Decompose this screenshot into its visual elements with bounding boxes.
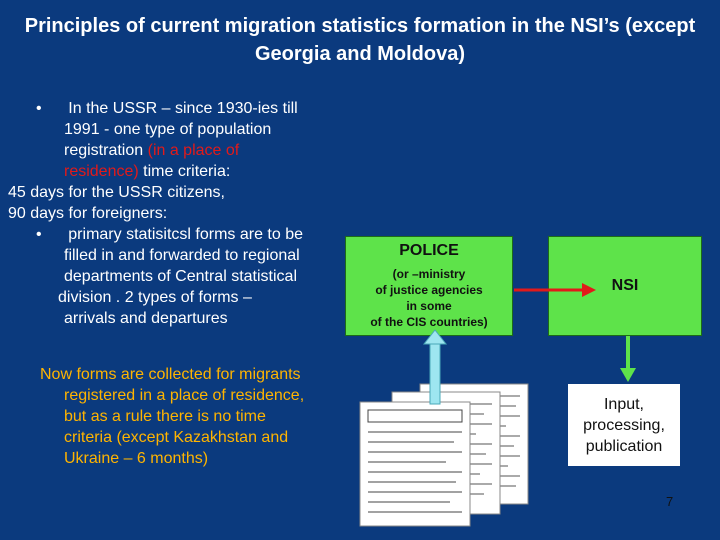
- text-line: but as a rule there is no time: [64, 408, 266, 425]
- police-line: (or –ministry: [392, 267, 466, 281]
- bullet-1: •: [36, 100, 42, 117]
- forms-to-police-arrow: [424, 330, 446, 404]
- text-line: 90 days for foreigners:: [8, 205, 168, 222]
- red-text: residence): [64, 163, 139, 180]
- text-line: Ukraine – 6 months): [64, 450, 209, 467]
- text-line: criteria (except Kazakhstan and: [64, 429, 289, 446]
- police-line: of the CIS countries): [370, 315, 488, 329]
- output-line: Input,: [603, 395, 644, 413]
- text-span: time criteria:: [143, 163, 231, 180]
- page-number: 7: [666, 494, 674, 509]
- text-line: division . 2 types of forms –: [58, 289, 252, 306]
- text-line: filled in and forwarded to regional: [64, 247, 300, 264]
- output-line: processing,: [583, 416, 665, 434]
- police-line: in some: [406, 299, 452, 313]
- slide-title: Principles of current migration statistics formation in the NSI’s (except Georgia and Moldova): [24, 15, 696, 65]
- police-line: of justice agencies: [375, 283, 483, 297]
- text-line: departments of Central statistical: [64, 268, 297, 285]
- bullet-2: •: [36, 226, 42, 243]
- text-line: primary statisitcsl forms are to be: [68, 226, 304, 243]
- text-line: 45 days for the USSR citizens,: [8, 184, 225, 201]
- text-line: In the USSR – since 1930-ies till: [68, 100, 298, 117]
- text-line: 1991 - one type of population: [64, 121, 272, 138]
- text-line: arrivals and departures: [64, 310, 228, 327]
- police-to-nsi-arrow: [514, 283, 596, 297]
- text-span: registration: [64, 142, 144, 159]
- red-text: (in a place of: [147, 142, 240, 159]
- police-heading: POLICE: [399, 242, 459, 259]
- nsi-to-output-arrow: [620, 336, 636, 382]
- nsi-label: NSI: [611, 277, 639, 294]
- text-line: Now forms are collected for migrants: [40, 366, 301, 383]
- text-line: registered in a place of residence,: [64, 387, 305, 404]
- output-line: publication: [585, 437, 663, 455]
